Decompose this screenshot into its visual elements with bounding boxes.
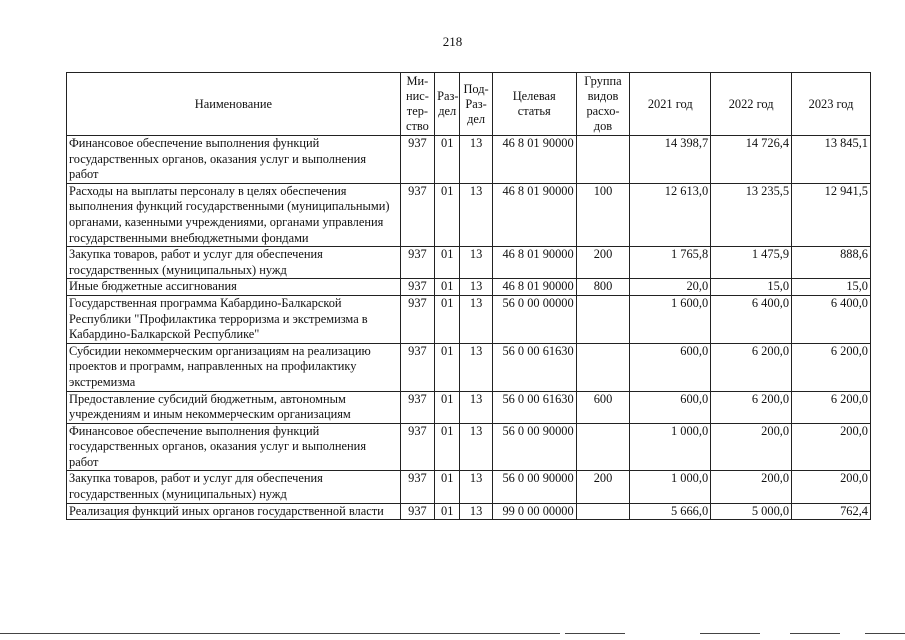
row-amount-2022: 6 400,0 <box>711 295 792 343</box>
bottom-rule <box>0 633 560 634</box>
row-subsection: 13 <box>460 391 492 423</box>
row-subsection: 13 <box>460 503 492 520</box>
row-amount-2021: 14 398,7 <box>630 136 711 184</box>
row-amount-2022: 13 235,5 <box>711 183 792 246</box>
row-amount-2023: 762,4 <box>792 503 871 520</box>
row-subsection: 13 <box>460 247 492 279</box>
row-subsection: 13 <box>460 343 492 391</box>
row-target: 46 8 01 90000 <box>492 183 576 246</box>
row-amount-2022: 15,0 <box>711 279 792 296</box>
page-number: 218 <box>442 34 463 49</box>
bottom-rule <box>565 633 625 634</box>
row-expense-group <box>576 503 630 520</box>
table-body <box>67 136 871 520</box>
row-section: 01 <box>435 183 460 246</box>
row-name: Субсидии некоммерческим организациям на реализацию проектов и программ, направленных на профилактику экстремизма <box>67 343 401 391</box>
row-target: 46 8 01 90000 <box>492 247 576 279</box>
table-header <box>67 73 871 136</box>
row-subsection: 13 <box>460 471 492 503</box>
row-ministry: 937 <box>400 247 434 279</box>
row-amount-2022: 1 475,9 <box>711 247 792 279</box>
row-amount-2021: 1 600,0 <box>630 295 711 343</box>
row-expense-group <box>576 295 630 343</box>
header-2023: 2023 год <box>792 73 871 136</box>
row-amount-2023: 6 400,0 <box>792 295 871 343</box>
row-section: 01 <box>435 423 460 471</box>
row-ministry: 937 <box>400 295 434 343</box>
bottom-rule <box>790 633 840 634</box>
row-subsection: 13 <box>460 279 492 296</box>
row-target: 56 0 00 90000 <box>492 471 576 503</box>
header-2021: 2021 год <box>630 73 711 136</box>
row-amount-2022: 5 000,0 <box>711 503 792 520</box>
row-ministry: 937 <box>400 391 434 423</box>
table-row <box>67 503 871 520</box>
row-amount-2022: 200,0 <box>711 423 792 471</box>
row-section: 01 <box>435 247 460 279</box>
row-expense-group <box>576 423 630 471</box>
row-name: Предоставление субсидий бюджетным, автономным учреждениям и иным некоммерческим организациям <box>67 391 401 423</box>
row-amount-2023: 200,0 <box>792 471 871 503</box>
row-expense-group: 800 <box>576 279 630 296</box>
row-name: Расходы на выплаты персоналу в целях обеспечения выполнения функций государственными (муниципальными) органами, казенными учреждениями, органами управления государственными внебюджетными фондами <box>67 183 401 246</box>
row-amount-2021: 1 765,8 <box>630 247 711 279</box>
row-target: 99 0 00 00000 <box>492 503 576 520</box>
row-expense-group: 100 <box>576 183 630 246</box>
row-section: 01 <box>435 503 460 520</box>
row-target: 56 0 00 90000 <box>492 423 576 471</box>
row-amount-2023: 888,6 <box>792 247 871 279</box>
row-amount-2021: 1 000,0 <box>630 423 711 471</box>
table-row <box>67 471 871 503</box>
row-amount-2023: 12 941,5 <box>792 183 871 246</box>
row-ministry: 937 <box>400 503 434 520</box>
row-amount-2023: 200,0 <box>792 423 871 471</box>
row-target: 46 8 01 90000 <box>492 279 576 296</box>
row-section: 01 <box>435 343 460 391</box>
row-amount-2021: 600,0 <box>630 343 711 391</box>
row-expense-group: 200 <box>576 471 630 503</box>
header-2022: 2022 год <box>711 73 792 136</box>
table-row <box>67 279 871 296</box>
row-ministry: 937 <box>400 279 434 296</box>
row-amount-2021: 1 000,0 <box>630 471 711 503</box>
row-ministry: 937 <box>400 471 434 503</box>
row-name: Государственная программа Кабардино-Балкарской Республики "Профилактика терроризма и экстремизма в Кабардино-Балкарской Республике" <box>67 295 401 343</box>
table-row <box>67 247 871 279</box>
row-target: 56 0 00 00000 <box>492 295 576 343</box>
table-row <box>67 343 871 391</box>
row-expense-group: 200 <box>576 247 630 279</box>
row-amount-2022: 6 200,0 <box>711 391 792 423</box>
row-ministry: 937 <box>400 343 434 391</box>
row-name: Закупка товаров, работ и услуг для обеспечения государственных (муниципальных) нужд <box>67 471 401 503</box>
row-amount-2021: 5 666,0 <box>630 503 711 520</box>
row-target: 56 0 00 61630 <box>492 343 576 391</box>
row-subsection: 13 <box>460 183 492 246</box>
table-row <box>67 423 871 471</box>
row-target: 46 8 01 90000 <box>492 136 576 184</box>
budget-table <box>66 72 871 520</box>
row-section: 01 <box>435 391 460 423</box>
row-name: Закупка товаров, работ и услуг для обеспечения государственных (муниципальных) нужд <box>67 247 401 279</box>
table-row <box>67 136 871 184</box>
header-section: Раз-дел <box>435 73 460 136</box>
row-name: Иные бюджетные ассигнования <box>67 279 401 296</box>
row-section: 01 <box>435 295 460 343</box>
row-name: Финансовое обеспечение выполнения функций государственных органов, оказания услуг и выполнения работ <box>67 136 401 184</box>
table-row <box>67 391 871 423</box>
row-ministry: 937 <box>400 136 434 184</box>
header-subsection: Под-Раз-дел <box>460 73 492 136</box>
row-ministry: 937 <box>400 183 434 246</box>
row-name: Реализация функций иных органов государственной власти <box>67 503 401 520</box>
row-amount-2021: 20,0 <box>630 279 711 296</box>
row-subsection: 13 <box>460 423 492 471</box>
row-amount-2021: 600,0 <box>630 391 711 423</box>
row-amount-2022: 14 726,4 <box>711 136 792 184</box>
row-amount-2021: 12 613,0 <box>630 183 711 246</box>
row-target: 56 0 00 61630 <box>492 391 576 423</box>
header-name: Наименование <box>67 73 401 136</box>
row-expense-group <box>576 136 630 184</box>
row-section: 01 <box>435 279 460 296</box>
row-expense-group <box>576 343 630 391</box>
header-ministry: Ми-нис-тер-ство <box>400 73 434 136</box>
row-amount-2023: 6 200,0 <box>792 343 871 391</box>
bottom-rule <box>865 633 905 634</box>
header-target: Целевая статья <box>492 73 576 136</box>
row-expense-group: 600 <box>576 391 630 423</box>
row-subsection: 13 <box>460 136 492 184</box>
row-name: Финансовое обеспечение выполнения функций государственных органов, оказания услуг и выполнения работ <box>67 423 401 471</box>
row-amount-2023: 13 845,1 <box>792 136 871 184</box>
row-amount-2023: 6 200,0 <box>792 391 871 423</box>
header-expense-group: Группа видов расхо-дов <box>576 73 630 136</box>
row-section: 01 <box>435 136 460 184</box>
row-amount-2022: 200,0 <box>711 471 792 503</box>
row-amount-2022: 6 200,0 <box>711 343 792 391</box>
table-row <box>67 295 871 343</box>
row-section: 01 <box>435 471 460 503</box>
table-row <box>67 183 871 246</box>
bottom-rule <box>700 633 760 634</box>
row-subsection: 13 <box>460 295 492 343</box>
row-ministry: 937 <box>400 423 434 471</box>
row-amount-2023: 15,0 <box>792 279 871 296</box>
